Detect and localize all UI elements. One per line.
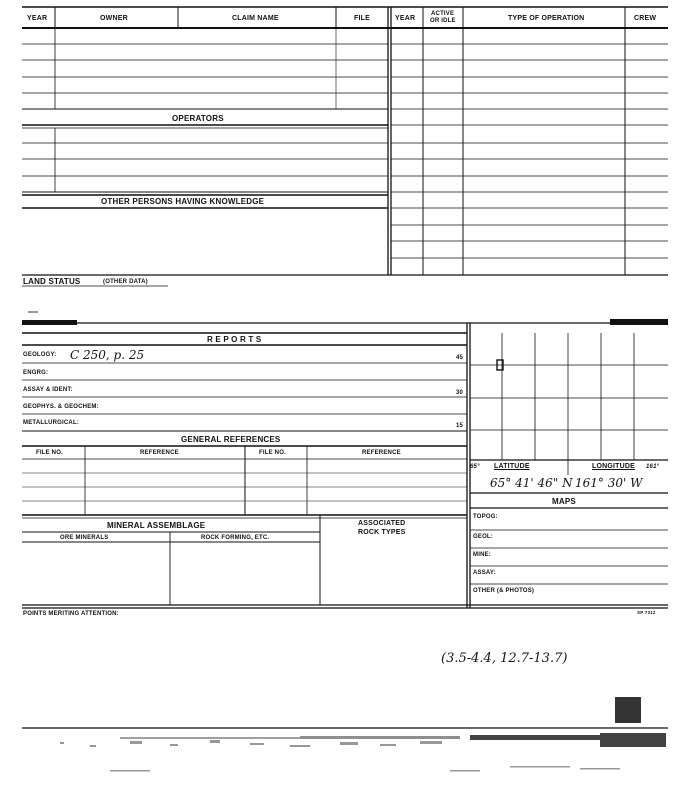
report-number-30: 30	[456, 390, 464, 396]
mineral-assemblage-heading: MINERAL ASSEMBLAGE	[107, 521, 206, 530]
ref-header-reference-1: REFERENCE	[140, 450, 179, 456]
associated-rock-types-line1: ASSOCIATED	[358, 520, 406, 527]
maps-geol: GEOL:	[473, 534, 493, 540]
other-persons-heading: OTHER PERSONS HAVING KNOWLEDGE	[101, 197, 265, 206]
ore-minerals-header: ORE MINERALS	[60, 535, 109, 541]
longitude-degree-suffix: 161°	[646, 464, 660, 470]
rock-forming-header: ROCK FORMING, ETC.	[201, 535, 270, 541]
crew-header: CREW	[634, 15, 657, 22]
or-idle-header: OR IDLE	[430, 18, 456, 24]
associated-rock-types-line2: ROCK TYPES	[358, 529, 406, 536]
operations-year-header: YEAR	[395, 15, 416, 22]
longitude-label: LONGITUDE	[592, 463, 636, 470]
report-number-15: 15	[456, 423, 464, 429]
type-of-operation-header: TYPE OF OPERATION	[508, 15, 585, 22]
file-header: FILE	[354, 15, 370, 22]
points-meriting-attention-label: POINTS MERITING ATTENTION:	[23, 611, 119, 617]
handwritten-coordinates-note: (3.5-4.4, 12.7-13.7)	[441, 651, 568, 666]
maps-assay: ASSAY:	[473, 570, 496, 576]
claims-year-header: YEAR	[27, 15, 48, 22]
ref-header-file-no-2: FILE NO.	[259, 450, 286, 456]
report-label-engrg: ENGRG:	[23, 370, 49, 376]
latitude-degree-prefix: 65°	[470, 464, 480, 470]
active-header: ACTIVE	[431, 11, 455, 17]
ref-header-reference-2: REFERENCE	[362, 450, 401, 456]
latitude-label: LATITUDE	[494, 463, 530, 470]
report-value-geology: C 250, p. 25	[70, 348, 145, 362]
ref-header-file-no-1: FILE NO.	[36, 450, 63, 456]
form-number: SP 7312	[637, 610, 656, 615]
maps-mine: MINE:	[473, 552, 491, 558]
longitude-value: 161° 30' W	[575, 476, 643, 490]
general-references-heading: GENERAL REFERENCES	[181, 435, 281, 444]
report-label-metallurgical: METALLURGICAL:	[23, 420, 80, 426]
maps-topog: TOPOG:	[473, 514, 498, 520]
latitude-value: 65° 41' 46" N	[490, 476, 573, 490]
operators-heading: OPERATORS	[172, 114, 224, 123]
report-label-geology: GEOLOGY:	[23, 352, 57, 358]
land-status-label: LAND STATUS	[23, 277, 81, 286]
report-label-geophys: GEOPHYS. & GEOCHEM:	[23, 404, 99, 410]
report-label-assay: ASSAY & IDENT:	[23, 387, 73, 393]
maps-heading: MAPS	[552, 497, 576, 506]
claim-name-header: CLAIM NAME	[232, 15, 279, 22]
owner-header: OWNER	[100, 15, 128, 22]
report-number-45: 45	[456, 355, 464, 361]
land-status-sublabel: (OTHER DATA)	[103, 279, 148, 285]
maps-other-photos: OTHER (& PHOTOS)	[473, 588, 535, 594]
reports-heading: R E P O R T S	[207, 335, 262, 344]
